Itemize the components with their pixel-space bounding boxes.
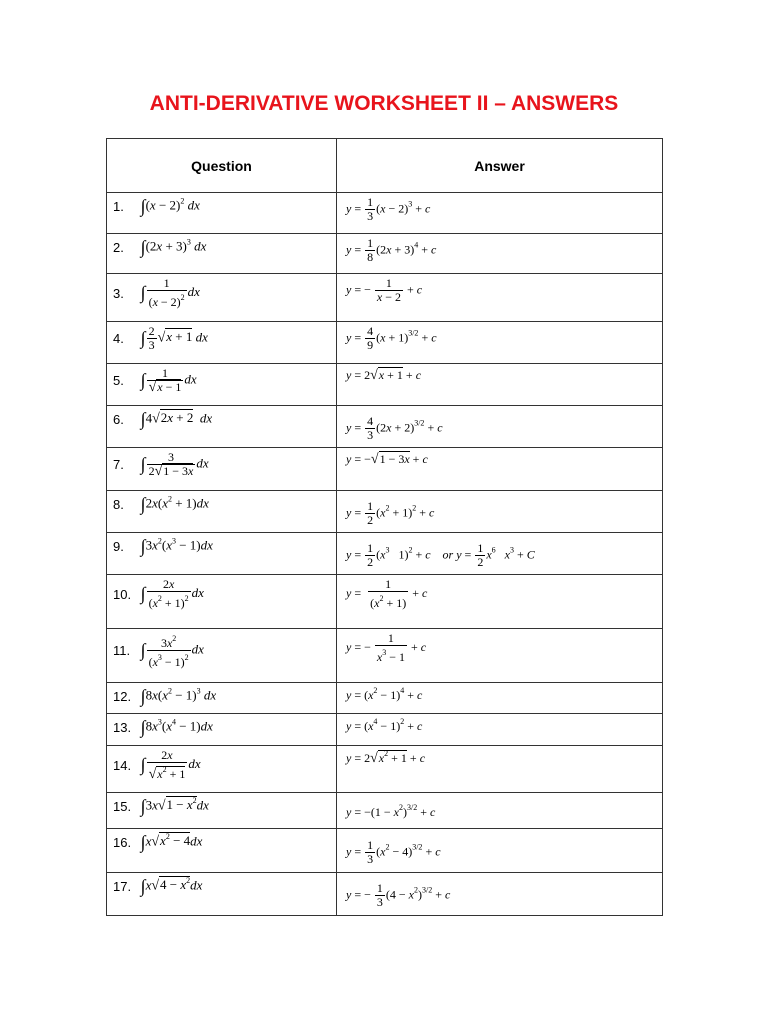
question-cell [107,322,337,364]
answer-expression: y = − $\frac{1}{x - 2}$ + c [346,276,423,304]
answer-table [106,138,663,916]
question-number: 14. [113,757,132,773]
answer-cell [337,793,663,829]
question-number: 16. [113,835,132,850]
question-expression: $\int(2x + 3)^3$ dx [140,237,207,257]
question-number: 7. [113,457,124,472]
answer-cell [337,829,663,873]
question-expression: ∫ $\frac{2x}{(x^2 + 1)^2}$ dx [140,577,204,610]
question-expression: ∫ $\frac{2x}{√x^2 + 1}$ dx [140,748,201,782]
question-expression: $\int 3x√1 - x^2dx$ [140,796,209,816]
question-number: 8. [113,497,124,512]
question-expression: $\int(x - 2)^2$ dx [140,196,200,216]
answer-expression: $y = -(1 - x^2)^{3/2} + c$ [346,803,436,820]
question-expression: ∫ $\frac{1}{(x - 2)^2}$ dx [140,276,200,309]
worksheet-title: ANTI-DERIVATIVE WORKSHEET II – ANSWERS [149,92,619,115]
table-row [107,491,663,533]
table-row [107,629,663,683]
question-number: 3. [113,285,124,301]
header-row [107,139,663,193]
answer-expression: y = $\frac{1}{2}$ ($x^3$ 1)$^2$ + c or y = $\frac{1}{2}$ $x^6$ $x^3 + C$ [346,540,535,569]
question-cell [107,364,337,406]
question-cell [107,683,337,714]
question-header: Question [107,139,337,193]
answer-expression: y = $\frac{1}{(x^2 + 1)}$ + c [346,577,428,610]
question-cell [107,234,337,274]
question-expression: $\int x√4 - x^2dx$ [140,876,203,896]
answer-cell [337,746,663,793]
question-cell [107,406,337,448]
answer-cell [337,575,663,629]
question-cell [107,629,337,683]
answer-expression: y = $\frac{1}{3}$ $(x^2 - 4)^{3/2} + c$ [346,837,441,866]
question-number: 1. [113,199,124,214]
question-expression: $\int x√x^2 - 4dx$ [140,832,203,852]
answer-cell [337,448,663,491]
question-expression: $\int 3x^2(x^3 - 1)dx$ [140,536,213,556]
answer-cell [337,629,663,683]
table-row [107,575,663,629]
answer-header: Answer [337,139,663,193]
answer-cell [337,274,663,322]
table-row [107,746,663,793]
answer-expression: y = $\frac{4}{9}$ $(x + 1)^{3/2} + c$ [346,324,437,352]
answer-cell [337,406,663,448]
table-row [107,448,663,491]
answer-cell [337,193,663,234]
question-cell [107,448,337,491]
table-row [107,274,663,322]
question-expression: $\int 8x(x^2 - 1)^3$ dx [140,686,217,706]
table-row [107,234,663,274]
question-expression: ∫ $\frac{1}{√x - 1}$ dx [140,366,197,395]
answer-cell [337,491,663,533]
answer-cell [337,714,663,746]
question-number: 17. [113,879,132,894]
answer-expression: y = $\frac{1}{3}$ $(x - 2)^3 + c$ [346,195,431,223]
question-cell [107,491,337,533]
question-cell [107,193,337,234]
question-expression: ∫4√2x + 2 dx [140,409,213,429]
question-number: 4. [113,331,124,346]
table-row [107,322,663,364]
answer-cell [337,683,663,714]
question-number: 12. [113,689,132,704]
question-expression: ∫ $\frac{3}{2√1 - 3x}$ dx [140,450,209,479]
question-cell [107,533,337,575]
answer-cell [337,873,663,916]
answer-expression: $y = 2√x^2 + 1 + c$ [346,749,426,766]
question-number: 11. [113,643,131,658]
answer-cell [337,322,663,364]
question-number: 9. [113,539,124,554]
answer-cell [337,533,663,575]
table-row [107,406,663,448]
table-row [107,683,663,714]
table-row [107,364,663,406]
table-row [107,714,663,746]
question-cell [107,714,337,746]
answer-expression: y = $\frac{4}{3}$ $(2x + 2)^{3/2} + c$ [346,413,443,442]
answer-expression: y = − $\frac{1}{x^3 - 1}$ + c [346,631,427,664]
question-cell [107,575,337,629]
table-row [107,193,663,234]
table-row [107,829,663,873]
answer-expression: y = $\frac{1}{8}$ $(2x + 3)^4 + c$ [346,236,437,264]
question-number: 15. [113,799,132,814]
question-number: 10. [113,586,132,602]
question-expression: ∫ $\frac{3x^2}{(x^3 - 1)^2}$ dx [140,634,204,669]
question-cell [107,746,337,793]
answer-expression: $y = (x^4 - 1)^2 + c$ [346,717,423,734]
question-cell [107,829,337,873]
question-number: 2. [113,240,124,255]
answer-expression: y = − $\frac{1}{3}$ $(4 - x^2)^{3/2} + c$ [346,881,451,909]
question-number: 13. [113,720,132,735]
question-cell [107,274,337,322]
table-row [107,533,663,575]
question-number: 5. [113,373,124,388]
question-number: 6. [113,412,124,427]
answer-expression: y = −√1 − 3x + c [346,451,428,467]
answer-cell [337,234,663,274]
answer-expression: y = $\frac{1}{2}$ $(x^2 + 1)^2 + c$ [346,498,435,527]
answer-expression: $y = (x^2 - 1)^4 + c$ [346,686,423,703]
table-row [107,793,663,829]
question-expression: $\int 2x(x^2 + 1)dx$ [140,494,209,514]
question-expression: ∫ $\frac{2}{3}$ √x + 1 dx [140,324,208,352]
question-cell [107,793,337,829]
question-cell [107,873,337,916]
answer-cell [337,364,663,406]
answer-expression: y = 2√x + 1 + c [346,367,422,383]
table-row [107,873,663,916]
question-expression: $\int 8x^3(x^4 - 1)dx$ [140,717,213,737]
